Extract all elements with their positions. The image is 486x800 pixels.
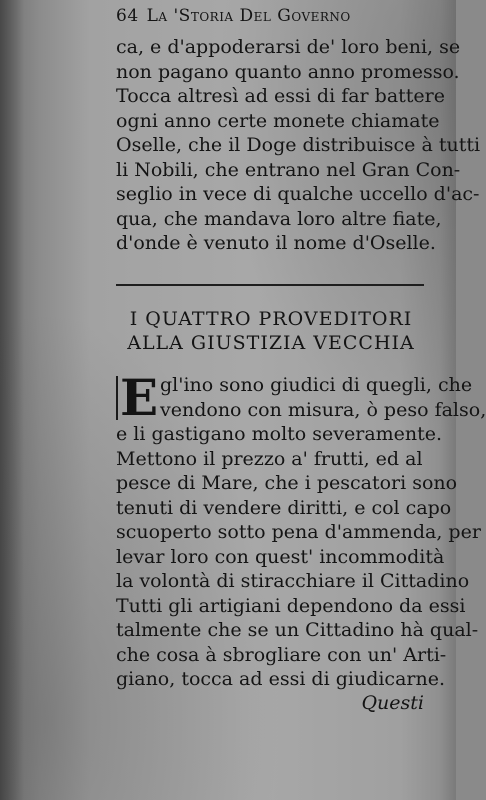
text-line: la volontà di stiracchiare il Cittadino	[116, 570, 470, 592]
text-line: e li gastigano molto severamente.	[116, 423, 443, 445]
spine-shadow	[0, 0, 24, 800]
text-line: giano, tocca ad essi di giudicarne.	[116, 668, 446, 690]
text-line: che cosa à sbrogliare con un' Arti-	[116, 643, 447, 666]
text-line: vendono con misura, ò peso falso,	[160, 398, 486, 421]
running-header	[116, 6, 438, 34]
text-line: qua, che mandava loro altre fiate,	[116, 207, 442, 230]
text-line: talmente che se un Cittadino hà qual-	[116, 619, 479, 641]
section-rule	[116, 284, 424, 286]
text-line: ogni anno certe monete chiamate	[116, 109, 440, 132]
text-line: d'onde è venuto il nome d'Oselle.	[116, 232, 436, 254]
text-line: ca, e d'appoderarsi de' loro beni, se	[116, 36, 461, 58]
text-line: Mettono il prezzo a' frutti, ed al	[116, 447, 423, 470]
text-line: seglio in vece di qualche uccello d'ac-	[116, 183, 480, 205]
text-line: Tocca altresì ad essi di far battere	[116, 85, 446, 107]
text-line: scuoperto sotto pena d'ammenda, per	[116, 521, 481, 543]
paragraph-2	[116, 373, 486, 692]
text-line: tenuti di vendere diritti, e col capo	[116, 496, 452, 519]
running-title: La 'Storia Del Governo	[146, 6, 351, 26]
section-title-line-2: ALLA GIUSTIZIA VECCHIA	[127, 332, 415, 354]
text-line: li Nobili, che entrano nel Gran Con-	[116, 158, 461, 181]
catchword: Questi	[361, 692, 424, 714]
text-line: pesce di Mare, che i pescatori sono	[116, 472, 458, 494]
drop-cap: E	[116, 376, 158, 420]
text-line: non pagano quanto anno promesso.	[116, 60, 460, 83]
section-title-line-1: I QUATTRO PROVEDITORI	[129, 308, 413, 330]
page-number: 64	[116, 6, 139, 26]
text-line: Tutti gli artigiani dependono da essi	[116, 594, 466, 617]
text-line: Oselle, che il Doge distribuisce à tutti	[116, 134, 481, 156]
text-line: gl'ino sono giudici di quegli, che	[160, 374, 473, 396]
paragraph-1	[116, 35, 481, 256]
text-line: levar loro con quest' incommodità	[116, 545, 445, 568]
